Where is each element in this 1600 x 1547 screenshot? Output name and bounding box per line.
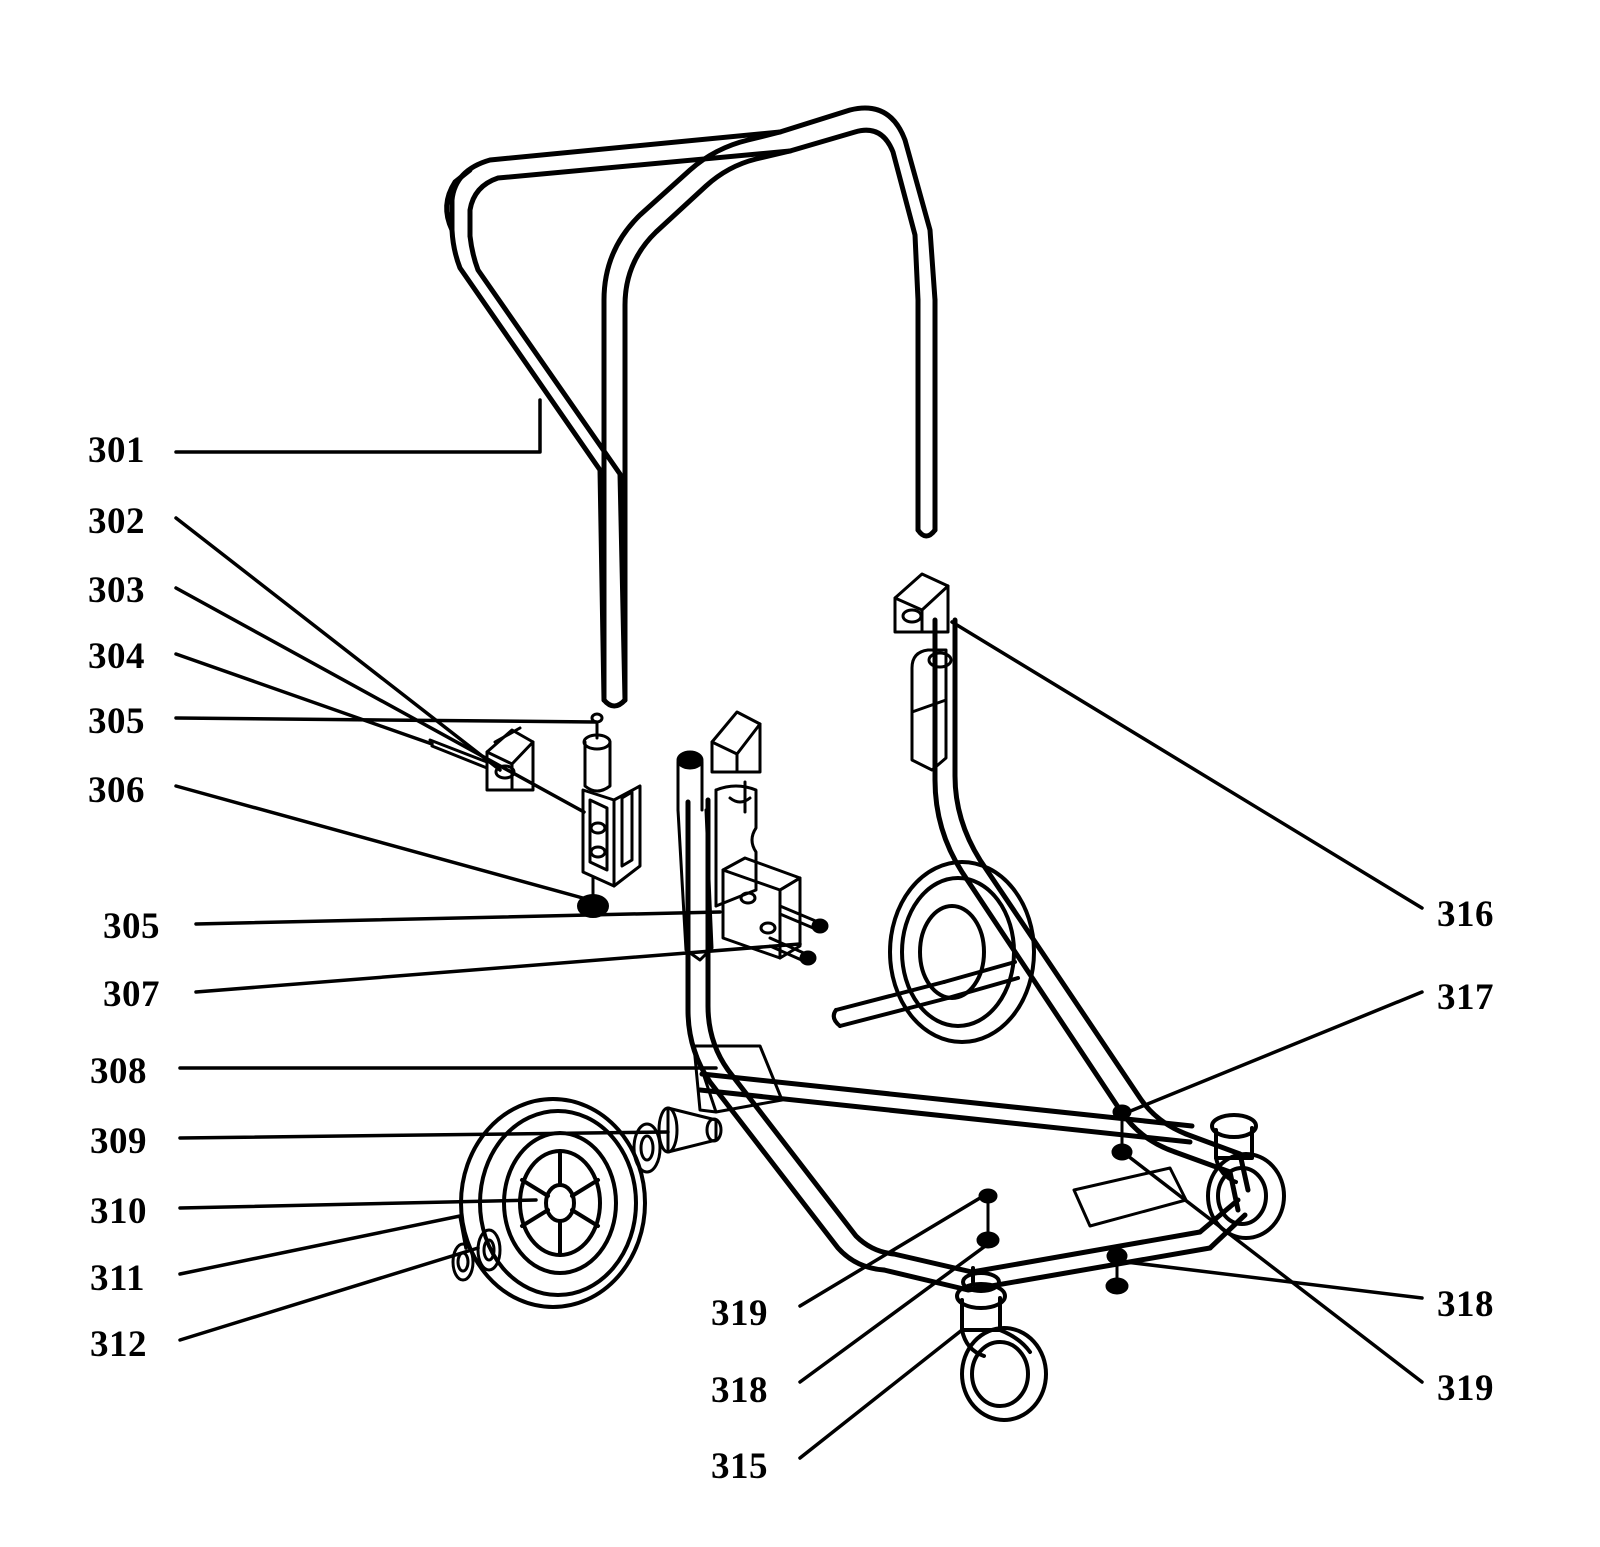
callout-305-lower: 305 [103,906,160,947]
callout-316: 316 [1437,894,1494,935]
frame-clip [912,650,951,770]
hook-bracket-mid [712,712,760,812]
callout-303: 303 [88,570,145,611]
callout-317: 317 [1437,977,1494,1018]
main-wheel [461,1099,645,1307]
handle-bar-left-upright [452,132,790,700]
handle-bar-upper [447,108,935,706]
rear-wheel [890,862,1034,1042]
callout-309: 309 [90,1121,147,1162]
swivel-caster-front [957,1268,1046,1420]
callout-318-right: 318 [1437,1284,1494,1325]
hook-bracket [895,574,948,632]
callout-319-right: 319 [1437,1368,1494,1409]
callout-307: 307 [103,974,160,1015]
callout-301: 301 [88,430,145,471]
hinge-plate [583,786,640,886]
callout-319-center: 319 [711,1293,768,1334]
axle-stub [659,1108,721,1152]
callout-304: 304 [88,636,145,677]
base-plate [1074,1168,1186,1226]
callout-306: 306 [88,770,145,811]
callout-311: 311 [90,1258,145,1299]
callout-312: 312 [90,1324,147,1365]
callout-310: 310 [90,1191,147,1232]
callout-315: 315 [711,1446,768,1487]
bushing [584,735,610,791]
callout-318-center: 318 [711,1370,768,1411]
callout-305: 305 [88,701,145,742]
callout-302: 302 [88,501,145,542]
callout-308: 308 [90,1051,147,1092]
